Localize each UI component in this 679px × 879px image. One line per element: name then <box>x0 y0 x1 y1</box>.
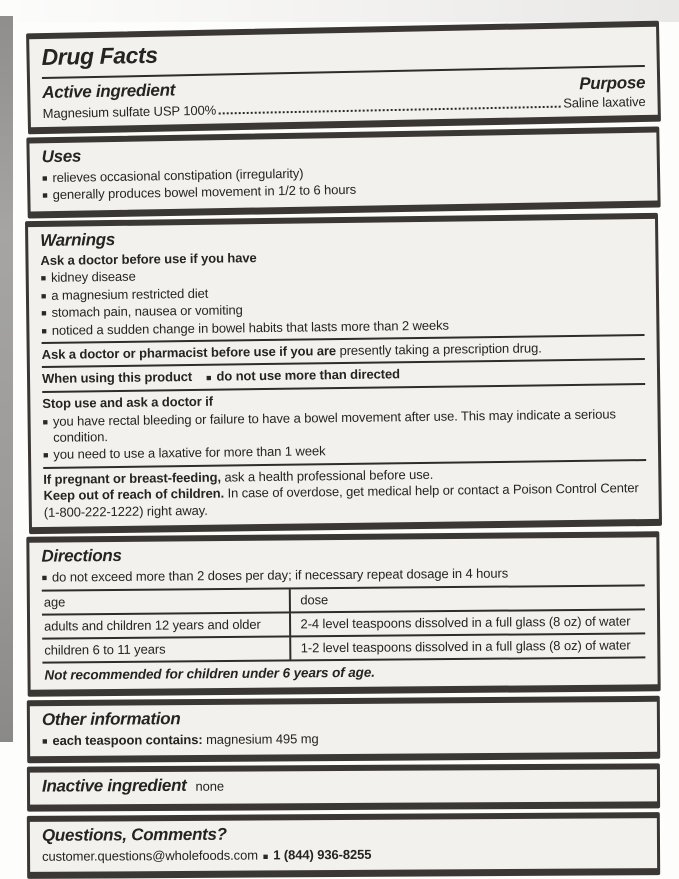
square-bullet-icon: ■ <box>41 307 47 318</box>
keep-out-line: Keep out of reach of children. In case of overdose, get medical help or contact a Poison Control Center (1-800-222-1222) right away. <box>43 480 639 520</box>
directions-bullet: ■ do not exceed more than 2 doses per day; if necessary repeat dosage in 4 hours <box>41 565 509 585</box>
section-header <box>26 21 661 135</box>
section-warnings <box>25 213 662 534</box>
photo-background-wash <box>0 0 679 22</box>
square-bullet-icon: ■ <box>40 273 47 284</box>
stop-use-bullet: ■ you need to use a laxative for more than 1 week <box>42 443 326 462</box>
inactive-ingredient-heading: Inactive ingredient <box>41 776 187 796</box>
square-bullet-icon: ■ <box>41 572 48 583</box>
age-restriction-note: Not recommended for children under 6 years of age. <box>44 664 375 683</box>
contact-line <box>42 846 645 867</box>
square-bullet-icon: ■ <box>42 416 49 427</box>
age-column-header: age <box>43 594 66 610</box>
drug-facts-label <box>27 27 660 877</box>
warning-bullet: ■ noticed a sudden change in bowel habits that lasts more than 2 weeks <box>41 316 449 338</box>
inactive-ingredient-value: none <box>195 779 225 795</box>
contact-phone: 1 (844) 936-8255 <box>273 847 372 863</box>
square-bullet-icon: ■ <box>42 449 49 461</box>
purpose-value: Saline laxative <box>563 93 646 111</box>
table-row: adults and children 12 years and older 2-4 level teaspoons dissolved in a full glass (8 oz) of water <box>42 610 645 639</box>
table-row: children 6 to 11 years 1-2 level teaspoons dissolved in a full glass (8 oz) of water <box>42 634 645 663</box>
square-bullet-icon: ■ <box>40 290 47 301</box>
ask-pharmacist-line: Ask a doctor or pharmacist before use if you are presently taking a prescription drug. <box>41 340 542 362</box>
directions-heading: Directions <box>41 545 122 566</box>
uses-heading: Uses <box>41 146 82 167</box>
stop-use-lead: Stop use and ask a doctor if <box>42 393 214 411</box>
stop-use-bullet: ■ you have rectal bleeding or failure to have a bowel movement after use. This may indicate a serious condition. <box>42 405 616 445</box>
questions-heading: Questions, Comments? <box>41 825 227 846</box>
dotted-leader <box>219 105 560 115</box>
section-questions <box>27 812 660 879</box>
square-bullet-icon: ■ <box>41 325 47 336</box>
active-ingredient-name: Magnesium sulfate USP 100% <box>42 102 217 122</box>
uses-bullet: ■ generally produces bowel movement in 1/2 to 6 hours <box>42 182 357 203</box>
other-information-bullet: ■ each teaspoon contains: magnesium 495 mg <box>42 731 319 749</box>
uses-bullet: ■ relieves occasional constipation (irregularity) <box>41 165 304 186</box>
square-bullet-icon: ■ <box>42 736 48 747</box>
dosage-table <box>42 584 646 663</box>
section-uses <box>26 126 660 218</box>
dose-column-header: dose <box>289 586 645 611</box>
section-other-information <box>27 696 660 764</box>
warning-bullet: ■ stomach pain, nausea or vomiting <box>41 302 243 320</box>
contact-email: customer.questions@wholefoods.com <box>42 847 258 865</box>
ask-doctor-lead: Ask a doctor before use if you have <box>40 249 257 268</box>
page-title: Drug Facts <box>41 41 158 71</box>
other-information-heading: Other information <box>41 709 181 730</box>
square-bullet-icon: ■ <box>262 851 269 862</box>
warning-bullet: ■ kidney disease <box>40 268 136 285</box>
square-bullet-icon: ■ <box>42 190 48 201</box>
pregnant-line: If pregnant or breast-feeding, ask a health professional before use. <box>43 466 434 487</box>
section-directions <box>26 531 660 697</box>
section-inactive-ingredient <box>27 764 660 812</box>
photo-left-edge <box>0 16 13 742</box>
square-bullet-icon: ■ <box>41 173 48 184</box>
warnings-heading: Warnings <box>40 229 116 250</box>
purpose-heading: Purpose <box>579 72 646 94</box>
when-using-line: When using this product ■ do not use more than directed <box>41 366 401 386</box>
square-bullet-icon: ■ <box>206 372 212 383</box>
active-ingredient-heading: Active ingredient <box>42 80 176 103</box>
warning-bullet: ■ a magnesium restricted diet <box>40 285 209 303</box>
